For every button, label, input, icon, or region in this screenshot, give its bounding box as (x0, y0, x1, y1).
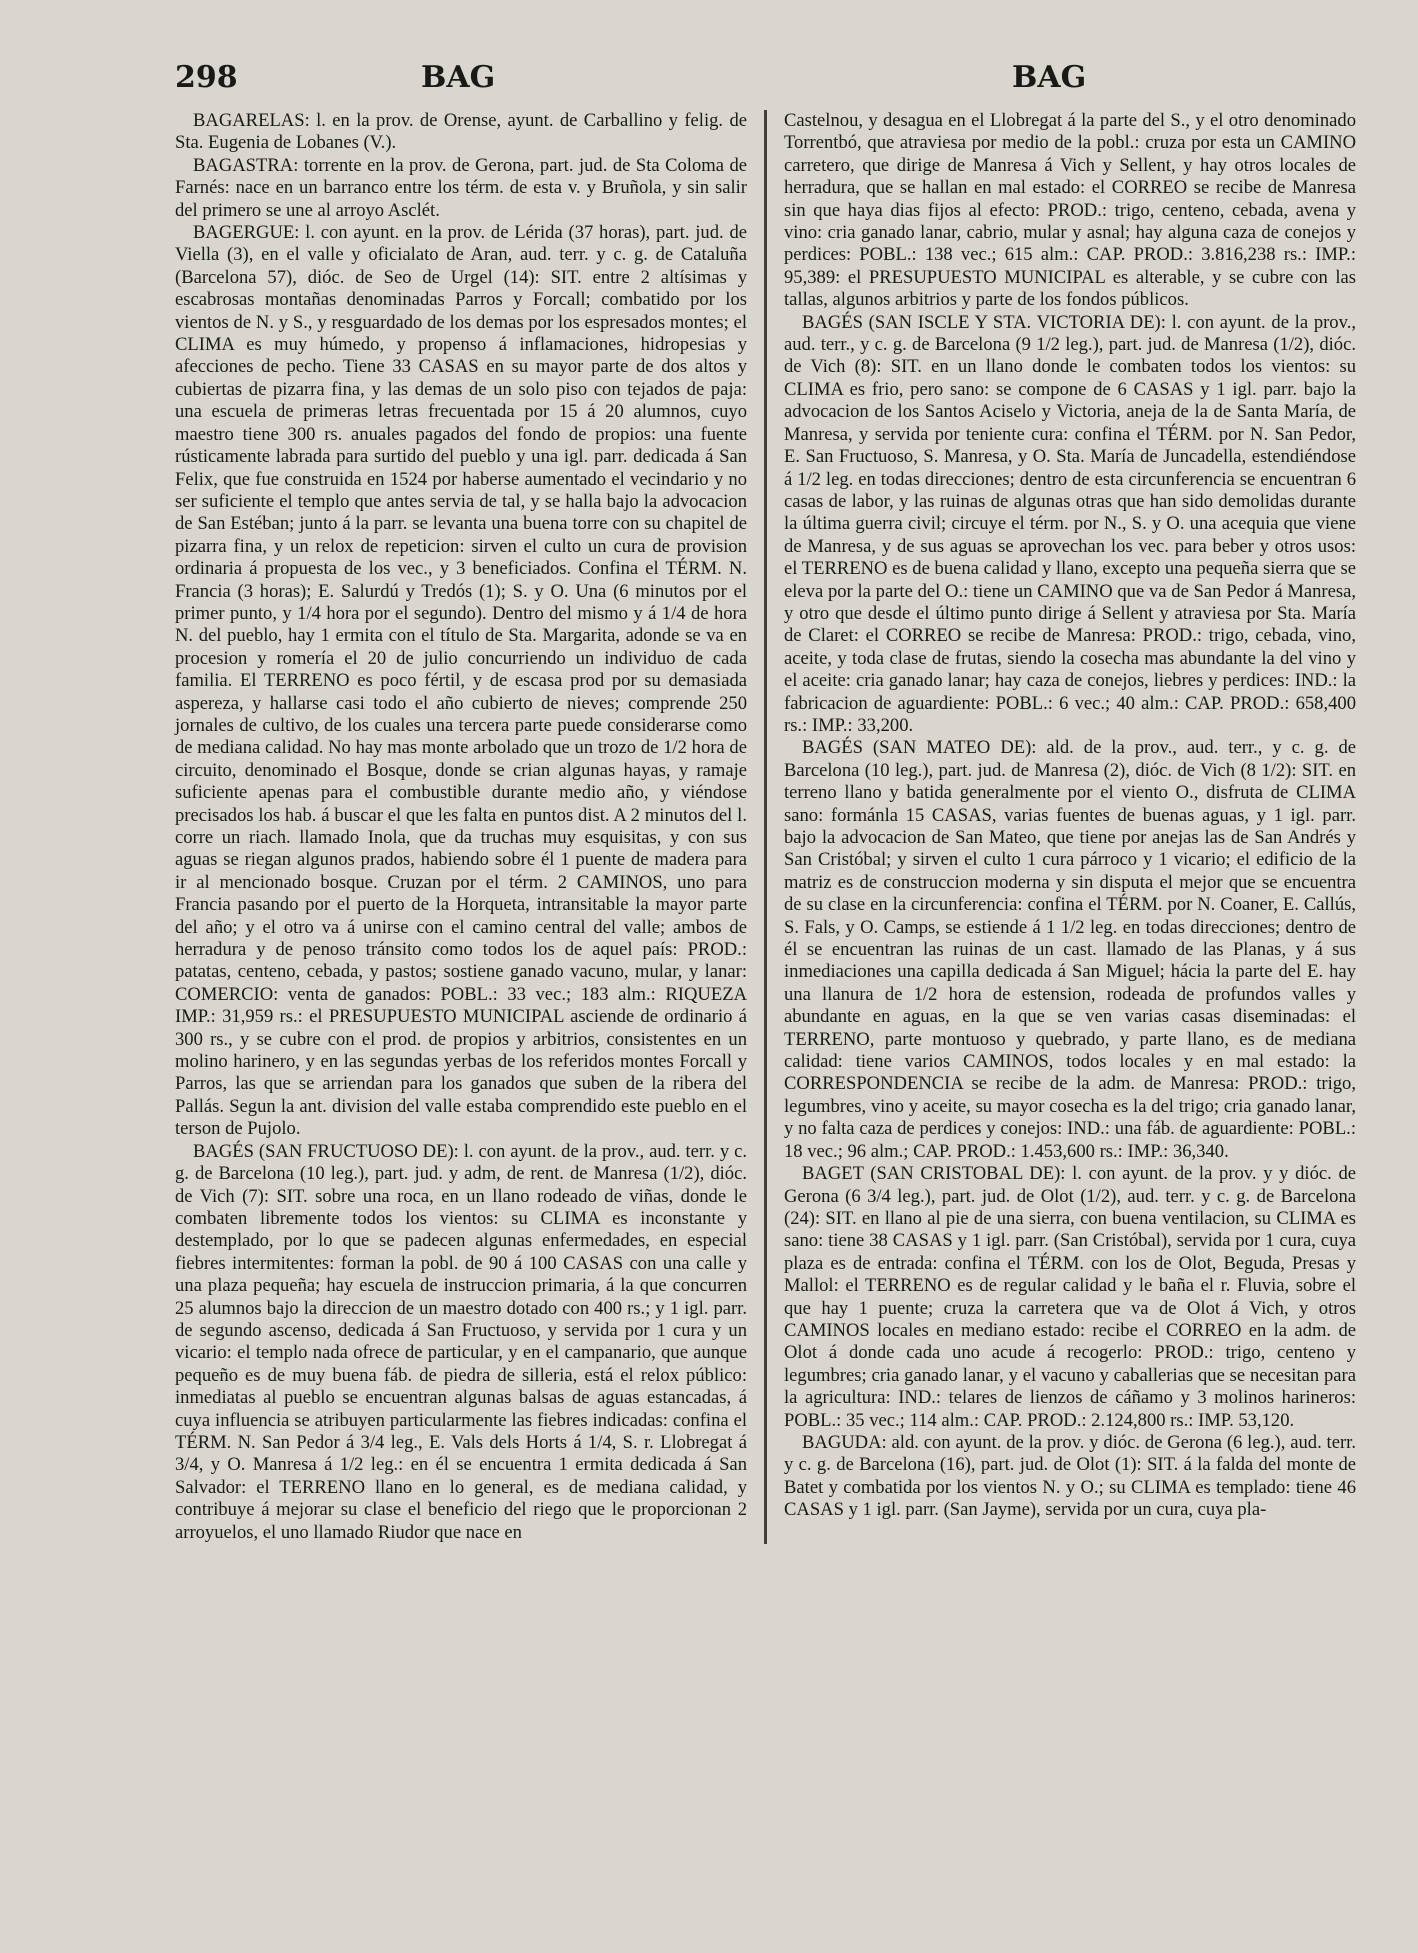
entry-bages-san-mateo: BAGÉS (SAN MATEO DE): ald. de la prov., aud. terr., y c. g. de Barcelona (10 leg.), part. jud. de Manresa (2), dióc. de Vich (8 1/2): SIT. en terreno llano y batida generalmente por el viento O., disfruta de CLIMA sano: formánla 15 CASAS, varias fuentes de buenas aguas, y 1 igl. parr. bajo la advocacion de San Mateo, que tiene por anejas las de San Andrés y San Cristóbal; y sirven el culto 1 cura párroco y 1 vicario; el edificio de la matriz es de construccion moderna y sin disputa el mejor que se encuentra de su clase en la circunferencia: confina el TÉRM. por N. Coaner, E. Callús, S. Fals, y O. Camps, se estiende á 1 1/2 leg. en todas direcciones; dentro de él se encuentran las ruinas de un cast. llamado de las Planas, y á sus inmediaciones una capilla dedicada á San Miguel; hácia la parte del E. hay una llanura de 1/2 hora de estension, rodeada de profundos valles y abundante en aguas, en la que se ven varias casas diseminadas: el TERRENO, parte montuoso y quebrado, y parte llano, es de mediana calidad: tiene varios CAMINOS, todos locales y en mal estado: la CORRESPONDENCIA se recibe de la adm. de Manresa: PROD.: trigo, legumbres, vino y aceite, su mayor cosecha es la del trigo; cria ganado lanar, y no falta caza de perdices y conejos: IND.: una fáb. de aguardiente: POBL.: 18 vec.; 96 alm.; CAP. PROD.: 1.453,600 rs.: IMP.: 36,340. (784, 737, 1356, 1162)
page-header (175, 60, 1356, 102)
running-head-left: BAG (421, 60, 496, 95)
entry-bages-san-iscle: BAGÉS (SAN ISCLE Y STA. VICTORIA DE): l. con ayunt. de la prov., aud. terr., y c. g. de Barcelona (9 1/2 leg.), part. jud. de Manresa (1/2), dióc. de Vich (8): SIT. en un llano donde le combaten todos los vientos: su CLIMA es frio, pero sano: se compone de 6 CASAS y 1 igl. parr. bajo la advocacion de los Santos Aciselo y Victoria, aneja de la de Santa María, de Manresa, y servida por teniente cura: confina el TÉRM. por N. San Pedor, E. San Fructuoso, S. Manresa, y O. Sta. María de Juncadella, estendiéndose á 1/2 leg. en todas direcciones; dentro de esta circunferencia se encuentran 6 casas de labor, y las ruinas de algunas otras que han sido demolidas durante la última guerra civil; circuye el térm. por N., S. y O. una acequia que viene de Manresa, y de sus aguas se aprovechan los vec. para beber y otros usos: el TERRENO es de buena calidad y llano, excepto una pequeña sierra que se eleva por la parte del O.: tiene un CAMINO que va de San Pedor á Manresa, y otro que desde el último punto dirige á Sellent y atraviesa por Sta. María de Claret: el CORREO se recibe de Manresa: PROD.: trigo, cebada, vino, aceite, y toda clase de frutas, siendo la cosecha mas abundante la del vino y el aceite: cria ganado lanar; hay caza de conejos, liebres y perdices: IND.: la fabricacion de aguardiente: POBL.: 6 vec.; 40 alm.: CAP. PROD.: 658,400 rs.: IMP.: 33,200. (784, 311, 1356, 736)
running-head-right: BAG (1012, 60, 1087, 95)
entry-bagastra: BAGASTRA: torrente en la prov. de Gerona, part. jud. de Sta Coloma de Farnés: nace en un barranco entre los térm. de esta v. y Bruñola, y sin salir del primero se une al arroyo Asclét. (175, 154, 747, 221)
left-column (175, 110, 747, 1544)
page-number: 298 (175, 60, 238, 95)
entry-baguda: BAGUDA: ald. con ayunt. de la prov. y dióc. de Gerona (6 leg.), aud. terr. y c. g. de Barcelona (16), part. jud. de Olot (1): SIT. á la falda del monte de Batet y combatida por los vientos N. y O.; su CLIMA es templado: tiene 46 CASAS y 1 igl. parr. (San Jayme), servida por un cura, cuya pla- (784, 1431, 1356, 1521)
column-divider (764, 110, 767, 1544)
entry-bagergue: BAGERGUE: l. con ayunt. en la prov. de Lérida (37 horas), part. jud. de Viella (3), en el valle y oficialato de Aran, aud. terr. y c. g. de Cataluña (Barcelona 57), dióc. de Seo de Urgel (14): SIT. entre 2 altísimas y escabrosas montañas denominadas Parros y Forcall; combatido por los vientos de N. y S., y resguardado de los demas por los espresados montes; el CLIMA es muy húmedo, y propenso á inflamaciones, hidropesias y afecciones de pecho. Tiene 33 CASAS en su mayor parte de dos altos y cubiertas de pizarra fina, y las demas de un solo piso con tejados de paja: una escuela de primeras letras frecuentada por 15 á 20 alumnos, cuyo maestro tiene 300 rs. anuales pagados del fondo de propios: una fuente rústicamente labrada para surtido del pueblo y una igl. parr. dedicada á San Felix, que fue construida en 1524 por haberse aumentado el vecindario y no ser suficiente el templo que antes servia de tal, y se halla bajo la advocacion de San Estéban; junto á la parr. se levanta una buena torre con su chapitel de pizarra fina, y un relox de repeticion: sirven el culto un cura de provision ordinaria á propuesta de los vec., y 3 beneficiados. Confina el TÉRM. N. Francia (3 horas); E. Salurdú y Tredós (1); S. y O. Una (6 minutos por el primer punto, y 1/4 hora por el segundo). Dentro del mismo y á 1/4 de hora N. del pueblo, hay 1 ermita con el título de Sta. Margarita, adonde se va en procesion y romería el 20 de julio concurriendo un individuo de cada familia. El TERRENO es poco fértil, y de escasa prod por su demasiada aspereza, y hallarse casi todo el año cubierto de nieves; comprende 250 jornales de cultivo, de los cuales una tercera parte puede considerarse como de mediana calidad. No hay mas monte arbolado que un trozo de 1/2 hora de circuito, denominado el Bosque, donde se crian algunas hayas, y ramaje suficiente apenas para el combustible durante medio año, y viéndose precisados los hab. á buscar el que les falta en puntos dist. A 2 minutos del l. corre un riach. llamado Inola, que da truchas muy esquisitas, y con sus aguas se riegan algunos prados, habiendo sobre él 1 puente de madera para ir al mencionado bosque. Cruzan por el térm. 2 CAMINOS, uno para Francia pasando por el puerto de la Horqueta, intransitable la mayor parte del año; y el otro va á unirse con el camino central del valle; ambos de herradura y de penoso tránsito como todos los de aquel país: PROD.: patatas, centeno, cebada, y pastos; sostiene ganado vacuno, mular, y lanar: COMERCIO: venta de ganados: POBL.: 33 vec.; 183 alm.: RIQUEZA IMP.: 31,959 rs.: el PRESUPUESTO MUNICIPAL asciende de ordinario á 300 rs., y se cubre con el prod. de propios y arbitrios, consistentes en un molino harinero, y en las segundas yerbas de los referidos montes Forcall y Parros, las que se arriendan para los ganados que suben de la ribera del Pallás. Segun la ant. division del valle estaba comprendido este pueblo en el terson de Pujolo. (175, 222, 747, 1140)
entry-bages-san-fructuoso: BAGÉS (SAN FRUCTUOSO DE): l. con ayunt. de la prov., aud. terr. y c. g. de Barcelona (10 leg.), part. jud. y adm, de rent. de Manresa (1/2), dióc. de Vich (7): SIT. sobre una roca, en un llano rodeado de viñas, donde le combaten libremente todos los vientos: su CLIMA es inconstante y destemplado, por lo que se padecen algunas enfermedades, en especial fiebres intermitentes: forman la pobl. de 90 á 100 CASAS con una calle y una plaza pequeña; hay escuela de instruccion primaria, á la que concurren 25 alumnos bajo la direccion de un maestro dotado con 400 rs.; y 1 igl. parr. de segundo ascenso, dedicada á San Fructuoso, y servida por 1 cura y un vicario: el templo nada ofrece de particular, y en el campanario, que aunque pequeño es de muy buena fáb. de piedra de silleria, está el relox público: inmediatas al pueblo se encuentran algunas balsas de aguas estancadas, á cuya influencia se atribuyen particularmente las fiebres indicadas: confina el TÉRM. N. San Pedor á 3/4 leg., E. Vals dels Horts á 1/4, S. r. Llobregat á 3/4, y O. Manresa á 1/2 leg.: en él se encuentra 1 ermita dedicada á San Salvador: el TERRENO llano en lo general, es de mediana calidad, y contribuye á mejorar su clase el beneficio del riego que le proporcionan 2 arroyuelos, el uno llamado Riudor que nace en (175, 1140, 747, 1543)
entry-continuation: Castelnou, y desagua en el Llobregat á la parte del S., y el otro denominado Torrentbó, que atraviesa por medio de la pobl.: cruza por esta un CAMINO carretero, que dirige de Manresa á Vich y Sellent, y hay otros locales de herradura, que se hallan en mal estado: el CORREO se recibe de Manresa sin que haya dias fijos al efecto: PROD.: trigo, centeno, cebada, avena y vino: cria ganado lanar, cabrio, mular y asnal; hay alguna caza de conejos y perdices: POBL.: 138 vec.; 615 alm.: CAP. PROD.: 3.816,238 rs.: IMP.: 95,389: el PRESUPUESTO MUNICIPAL es alterable, y se cubre con las tallas, algunos arbitrios y parte de los fondos públicos. (784, 110, 1356, 311)
right-column (784, 110, 1356, 1522)
entry-baget: BAGET (SAN CRISTOBAL DE): l. con ayunt. de la prov. y y dióc. de Gerona (6 3/4 leg.), part. jud. de Olot (1/2), aud. terr. y c. g. de Barcelona (24): SIT. en llano al pie de una sierra, con buena ventilacion, su CLIMA es sano: tiene 38 CASAS y 1 igl. parr. (San Cristóbal), servida por 1 cura, cuya plaza es de entrada: confina el TÉRM. con los de Olot, Beguda, Presas y Mallol: el TERRENO es de regular calidad y le baña el r. Fluvia, sobre el que hay 1 puente; cruza la carretera que va de Olot á Vich, y otros CAMINOS locales en mediano estado: recibe el CORREO en la adm. de Olot á donde cada uno acude á recogerlo: PROD.: trigo, centeno y legumbres; cria ganado lanar, y el vacuno y caballerias que se necesitan para la agricultura: IND.: telares de lienzos de cáñamo y 3 molinos harineros: POBL.: 35 vec.; 114 alm.: CAP. PROD.: 2.124,800 rs.: IMP. 53,120. (784, 1163, 1356, 1431)
text-columns (175, 110, 1356, 1544)
entry-bagarelas: BAGARELAS: l. en la prov. de Orense, ayunt. de Carballino y felig. de Sta. Eugenia de Lobanes (V.). (175, 110, 747, 154)
